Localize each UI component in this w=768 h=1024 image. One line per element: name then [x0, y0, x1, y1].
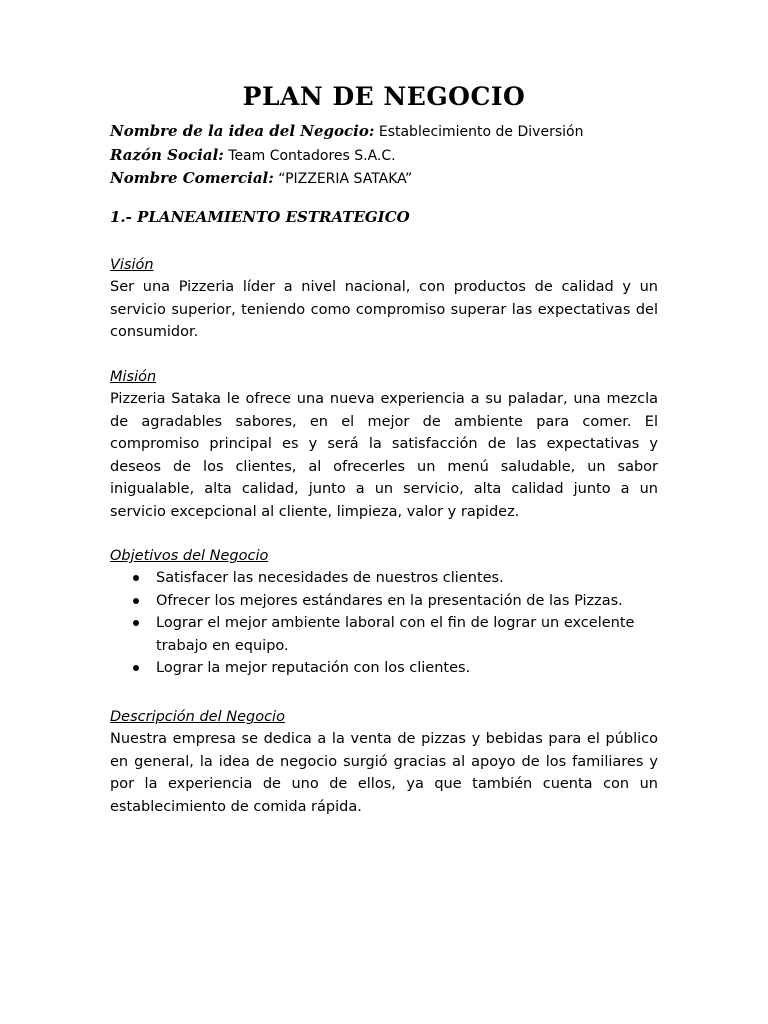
meta-razon-value: Team Contadores S.A.C. [228, 147, 396, 164]
objetivo-text: Lograr el mejor ambiente laboral con el fin de lograr un excelente trabajo en equipo. [156, 615, 635, 654]
meta-razon-label: Razón Social: [110, 145, 224, 164]
objetivos-heading: Objetivos del Negocio [110, 548, 269, 564]
objetivo-text: Ofrecer los mejores estándares en la presentación de las Pizzas. [156, 592, 623, 609]
list-item [110, 657, 658, 680]
list-item [110, 590, 658, 613]
document-title: PLAN DE NEGOCIO [242, 82, 526, 111]
descripcion-heading: Descripción del Negocio [110, 709, 285, 725]
meta-idea-value: Establecimiento de Diversión [378, 124, 584, 140]
bullet-icon [133, 620, 139, 626]
vision-section [110, 254, 658, 344]
bullet-icon [133, 575, 139, 581]
meta-razon-line [110, 144, 658, 168]
meta-comercial-line [110, 167, 658, 191]
vision-heading: Visión [110, 257, 154, 273]
bullet-icon [133, 598, 139, 604]
bullet-icon [133, 665, 139, 671]
mision-section [110, 366, 658, 523]
mision-text: Pizzeria Sataka le ofrece una nueva experiencia a su paladar, una mezcla de agradables sabores, en el mejor de ambiente para comer. El compromiso principal es y será la satisfacción de las expectativas y deseos de los clientes, al ofrecerles un menú saludable, un sabor inigualable, alta calidad, junto a un servicio, alta calidad junto a un servicio excepcional al cliente, limpieza, valor y rapidez. [110, 391, 658, 520]
vision-text: Ser una Pizzeria líder a nivel nacional, con productos de calidad y un servicio superior, teniendo como compromiso superar las expectativas del consumidor. [110, 279, 658, 340]
objetivo-text: Satisfacer las necesidades de nuestros clientes. [156, 570, 504, 586]
list-item [110, 567, 658, 590]
objetivos-list [110, 567, 658, 680]
meta-idea-label: Nombre de la idea del Negocio: [110, 122, 375, 140]
section-title-planeamiento: 1.- PLANEAMIENTO ESTRATEGICO [110, 208, 410, 226]
meta-comercial-value: “PIZZERIA SATAKA” [278, 171, 413, 187]
meta-idea-line [110, 120, 658, 144]
meta-comercial-label: Nombre Comercial: [110, 169, 274, 187]
descripcion-section [110, 706, 658, 818]
list-item [110, 612, 658, 657]
objetivo-text: Lograr la mejor reputación con los clientes. [156, 660, 471, 676]
objetivos-section [110, 545, 658, 680]
descripcion-text: Nuestra empresa se dedica a la venta de pizzas y bebidas para el público en general, la idea de negocio surgió gracias al apoyo de los familiares y por la experiencia de uno de ellos, ya que también cuenta con un establecimiento de comida rápida. [110, 731, 658, 815]
business-meta [110, 120, 658, 191]
mision-heading: Misión [110, 369, 157, 385]
